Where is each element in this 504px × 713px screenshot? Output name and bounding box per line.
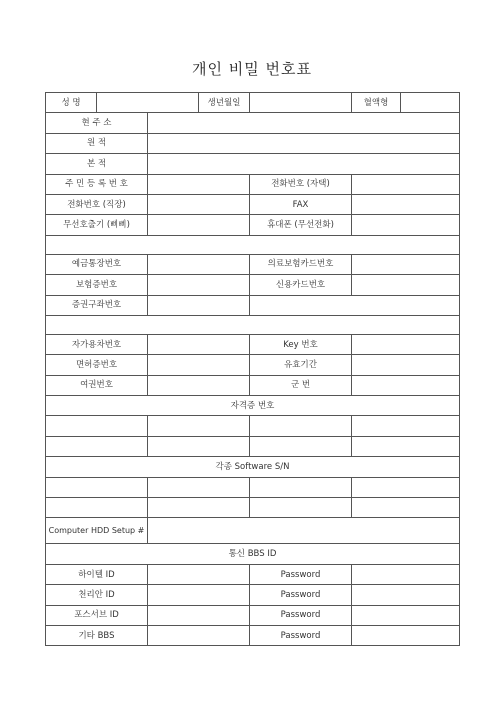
bbs-id-value[interactable] xyxy=(148,564,250,584)
securities-row xyxy=(46,295,460,315)
bbs-header-row xyxy=(46,544,460,564)
mobile-value[interactable] xyxy=(352,215,460,235)
bbs-id-label: 기타 BBS xyxy=(46,625,148,645)
cert-cell[interactable] xyxy=(352,436,460,456)
fax-value[interactable] xyxy=(352,194,460,214)
phone-work-value[interactable] xyxy=(148,194,250,214)
spacer-cell xyxy=(46,315,460,334)
passport-row xyxy=(46,375,460,395)
bbs-password-value[interactable] xyxy=(352,605,460,625)
software-cell[interactable] xyxy=(250,498,352,518)
bbs-id-value[interactable] xyxy=(148,605,250,625)
valid-period-label: 유효기간 xyxy=(250,355,352,375)
cert-header: 자격증 번호 xyxy=(46,396,460,416)
pager-row xyxy=(46,215,460,235)
resident-no-label: 주 민 등 록 번 호 xyxy=(46,174,148,194)
pager-label: 무선호출기 (삐삐) xyxy=(46,215,148,235)
car-label: 자가용차번호 xyxy=(46,334,148,354)
bbs-header: 통신 BBS ID xyxy=(46,544,460,564)
spacer-row xyxy=(46,235,460,254)
hdd-setup-value[interactable] xyxy=(148,518,460,544)
cert-cell[interactable] xyxy=(148,416,250,436)
car-row xyxy=(46,334,460,354)
domicile-label: 본 적 xyxy=(46,154,148,174)
phone-work-label: 전화번호 (직장) xyxy=(46,194,148,214)
software-cell[interactable] xyxy=(46,498,148,518)
military-label: 군 번 xyxy=(250,375,352,395)
origin-value[interactable] xyxy=(148,133,460,153)
license-value[interactable] xyxy=(148,355,250,375)
medical-card-value[interactable] xyxy=(352,254,460,274)
cert-row xyxy=(46,436,460,456)
valid-period-value[interactable] xyxy=(352,355,460,375)
name-value[interactable] xyxy=(97,93,199,113)
name-row xyxy=(46,93,460,113)
hdd-setup-row xyxy=(46,518,460,544)
bankbook-label: 예금통장번호 xyxy=(46,254,148,274)
domicile-value[interactable] xyxy=(148,154,460,174)
personal-password-form xyxy=(45,92,460,646)
name-label: 성 명 xyxy=(46,93,97,113)
blood-label: 혈액형 xyxy=(352,93,401,113)
software-header: 각종 Software S/N xyxy=(46,457,460,477)
bbs-password-label: Password xyxy=(250,585,352,605)
cert-cell[interactable] xyxy=(46,416,148,436)
cert-cell[interactable] xyxy=(46,436,148,456)
credit-card-value[interactable] xyxy=(352,275,460,295)
phone-home-value[interactable] xyxy=(352,174,460,194)
spacer-row xyxy=(46,315,460,334)
cert-header-row xyxy=(46,396,460,416)
software-cell[interactable] xyxy=(46,477,148,497)
insurance-row xyxy=(46,275,460,295)
cert-cell[interactable] xyxy=(250,436,352,456)
resident-no-value[interactable] xyxy=(148,174,250,194)
bbs-id-label: 포스서브 ID xyxy=(46,605,148,625)
bbs-row xyxy=(46,564,460,584)
bbs-password-label: Password xyxy=(250,605,352,625)
bbs-id-label: 천리안 ID xyxy=(46,585,148,605)
medical-card-label: 의료보험카드번호 xyxy=(250,254,352,274)
bbs-row xyxy=(46,625,460,645)
military-value[interactable] xyxy=(352,375,460,395)
bbs-password-label: Password xyxy=(250,564,352,584)
bbs-id-value[interactable] xyxy=(148,625,250,645)
address-label: 현 주 소 xyxy=(46,113,148,133)
software-cell[interactable] xyxy=(148,477,250,497)
domicile-row xyxy=(46,154,460,174)
page-title: 개인 비밀 번호표 xyxy=(192,60,312,78)
cert-row xyxy=(46,416,460,436)
bbs-password-value[interactable] xyxy=(352,564,460,584)
bbs-row xyxy=(46,605,460,625)
bbs-password-label: Password xyxy=(250,625,352,645)
pager-value[interactable] xyxy=(148,215,250,235)
credit-card-label: 신용카드번호 xyxy=(250,275,352,295)
bankbook-value[interactable] xyxy=(148,254,250,274)
bbs-password-value[interactable] xyxy=(352,585,460,605)
address-value[interactable] xyxy=(148,113,460,133)
securities-label: 증권구좌번호 xyxy=(46,295,148,315)
bankbook-row xyxy=(46,254,460,274)
car-value[interactable] xyxy=(148,334,250,354)
birth-value[interactable] xyxy=(250,93,352,113)
software-row xyxy=(46,498,460,518)
fax-label: FAX xyxy=(250,194,352,214)
passport-value[interactable] xyxy=(148,375,250,395)
key-no-label: Key 번호 xyxy=(250,334,352,354)
software-cell[interactable] xyxy=(352,498,460,518)
software-cell[interactable] xyxy=(250,477,352,497)
cert-cell[interactable] xyxy=(148,436,250,456)
origin-row xyxy=(46,133,460,153)
birth-label: 생년월일 xyxy=(199,93,250,113)
securities-extra[interactable] xyxy=(250,295,460,315)
license-label: 면허증번호 xyxy=(46,355,148,375)
work-phone-row xyxy=(46,194,460,214)
software-cell[interactable] xyxy=(148,498,250,518)
hdd-setup-label: Computer HDD Setup # xyxy=(46,518,148,544)
insurance-value[interactable] xyxy=(148,275,250,295)
address-row xyxy=(46,113,460,133)
spacer-cell xyxy=(46,235,460,254)
bbs-row xyxy=(46,585,460,605)
key-no-value[interactable] xyxy=(352,334,460,354)
software-row xyxy=(46,477,460,497)
blood-value[interactable] xyxy=(401,93,460,113)
bbs-password-value[interactable] xyxy=(352,625,460,645)
license-row xyxy=(46,355,460,375)
phone-home-label: 전화번호 (자택) xyxy=(250,174,352,194)
cert-cell[interactable] xyxy=(352,416,460,436)
mobile-label: 휴대폰 (무선전화) xyxy=(250,215,352,235)
insurance-label: 보험증번호 xyxy=(46,275,148,295)
resident-row xyxy=(46,174,460,194)
software-cell[interactable] xyxy=(352,477,460,497)
software-header-row xyxy=(46,457,460,477)
cert-cell[interactable] xyxy=(250,416,352,436)
passport-label: 여권번호 xyxy=(46,375,148,395)
bbs-id-value[interactable] xyxy=(148,585,250,605)
securities-value[interactable] xyxy=(148,295,250,315)
bbs-id-label: 하이텔 ID xyxy=(46,564,148,584)
origin-label: 원 적 xyxy=(46,133,148,153)
